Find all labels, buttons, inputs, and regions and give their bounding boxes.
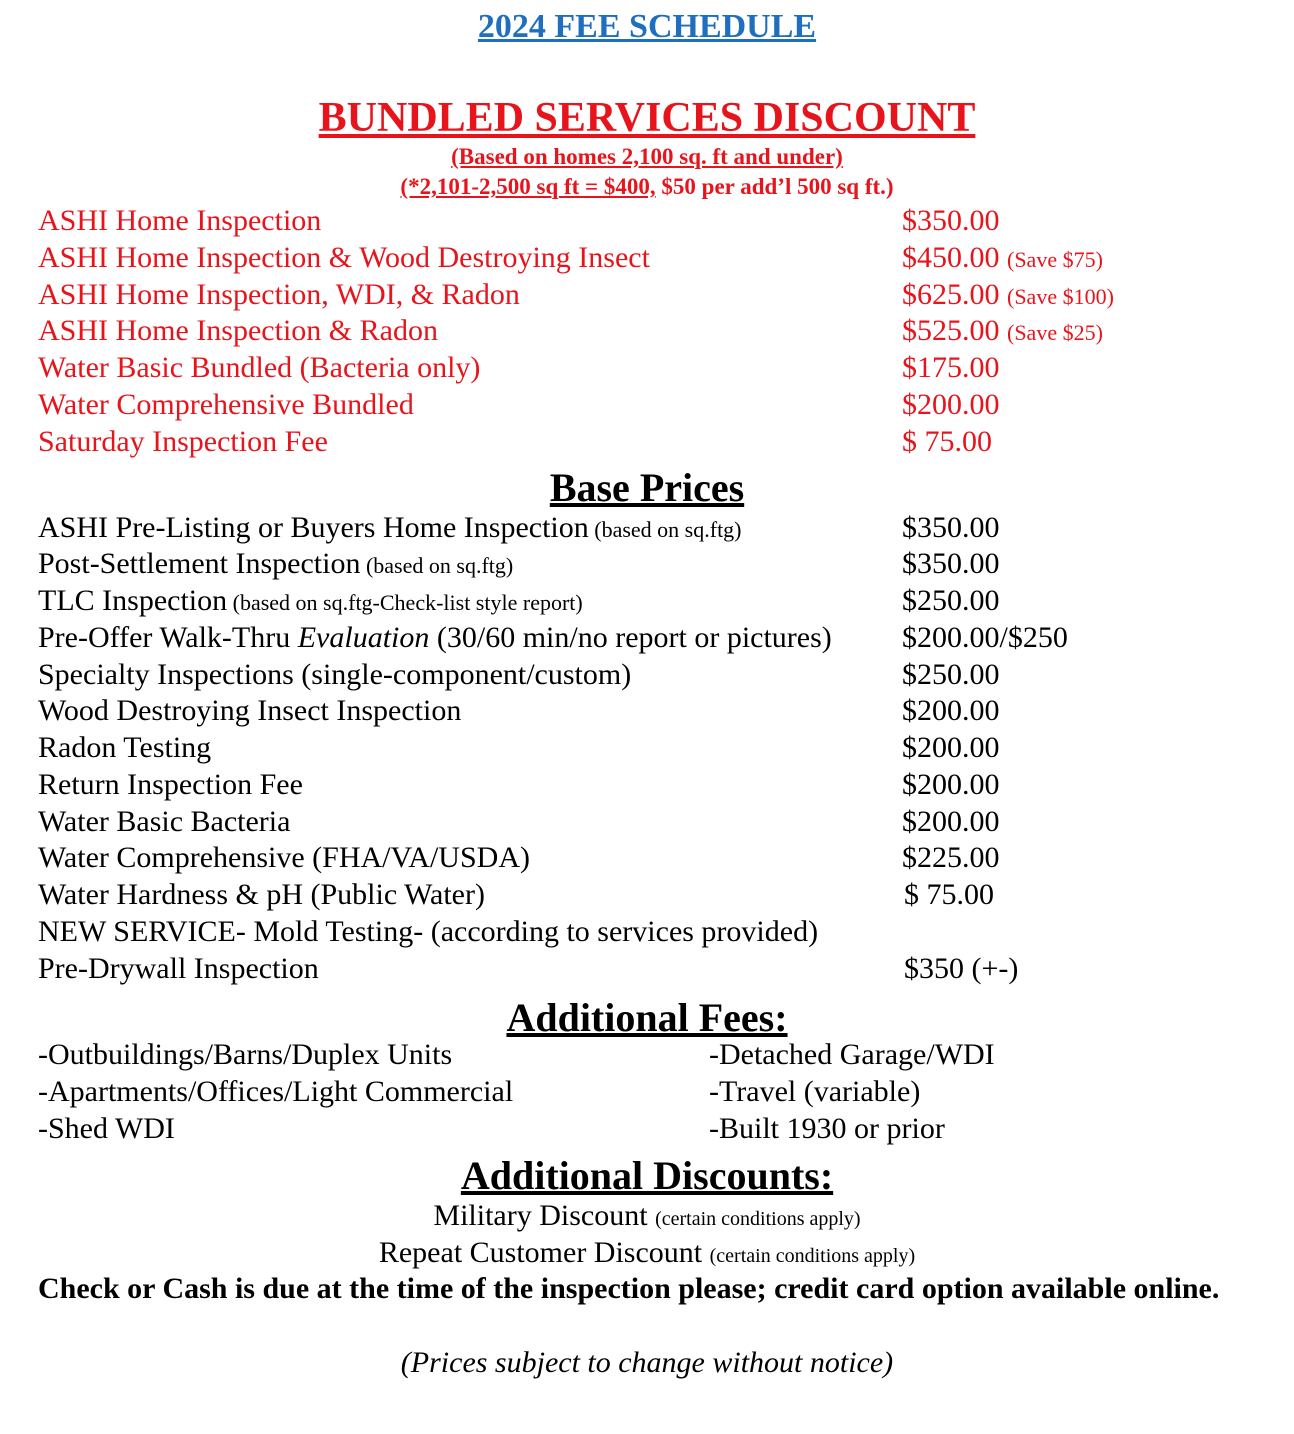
base-row-label: [38, 621, 832, 655]
additional-discounts-heading: Additional Discounts:: [460, 1153, 834, 1198]
bundled-row-label: ASHI Home Inspection & Wood Destroying Insect: [38, 241, 650, 274]
base-row-label: [38, 584, 583, 618]
bundled-row: [38, 388, 1278, 425]
surcharge-rest: $50 per add’l 500 sq ft.): [655, 174, 894, 199]
label-qualifier: (based on sq.ftg): [360, 553, 514, 578]
price-value: $525.00: [902, 314, 1000, 347]
base-row: [38, 841, 1278, 878]
bundled-row: [38, 425, 1278, 462]
base-row-price: $350.00: [902, 547, 1000, 580]
label-rest: (30/60 min/no report or pictures): [429, 621, 832, 654]
bundled-row-price: [902, 388, 1000, 422]
base-row: [38, 658, 1278, 695]
base-row-price: $225.00: [902, 841, 1000, 874]
bundled-row: [38, 241, 1278, 278]
savings-note: (Save $75): [1007, 247, 1103, 272]
payment-terms: Check or Cash is due at the time of the inspection please; credit card option available online.: [38, 1272, 1220, 1305]
base-row: [38, 805, 1278, 842]
base-row-label: Radon Testing: [38, 731, 212, 764]
base-row-label: Wood Destroying Insect Inspection: [38, 694, 462, 727]
bundled-row: [38, 204, 1278, 241]
base-row-price: $200.00: [902, 731, 1000, 764]
discount-conditions: (certain conditions apply): [709, 1245, 916, 1267]
bundled-row-price: [902, 241, 1103, 275]
bundled-size-note: (Based on homes 2,100 sq. ft and under): [451, 144, 843, 169]
discount-conditions: (certain conditions apply): [655, 1208, 861, 1230]
base-row-label: [38, 547, 513, 581]
discount-item: [0, 1236, 1294, 1270]
label-text: TLC Inspection: [38, 584, 228, 617]
fee-item: -Shed WDI: [38, 1112, 175, 1145]
bundled-row: [38, 278, 1278, 315]
base-row: [38, 768, 1278, 805]
base-row-price: $350.00: [902, 511, 1000, 544]
base-row: [38, 511, 1278, 548]
base-row: [38, 952, 1278, 989]
label-text: Pre-Offer Walk-Thru: [38, 621, 298, 654]
bundled-row-label: Water Comprehensive Bundled: [38, 388, 414, 421]
label-text: Post-Settlement Inspection: [38, 547, 361, 580]
bundled-row-price: [902, 425, 992, 459]
bundled-row: [38, 314, 1278, 351]
base-row-price: $200.00: [902, 694, 1000, 727]
fee-item: -Apartments/Offices/Light Commercial: [38, 1075, 514, 1108]
base-prices-heading: Base Prices: [549, 465, 745, 510]
fee-item: -Outbuildings/Barns/Duplex Units: [38, 1038, 453, 1071]
base-row-label: Specialty Inspections (single-component/custom): [38, 658, 632, 691]
base-row-price: $200.00: [902, 805, 1000, 838]
base-row: [38, 547, 1278, 584]
base-row: [38, 878, 1278, 915]
bundled-row-label: ASHI Home Inspection & Radon: [38, 314, 438, 347]
base-row-label: NEW SERVICE- Mold Testing- (according to services provided): [38, 915, 819, 948]
bundled-row-price: [902, 204, 1000, 238]
additional-fees-heading: Additional Fees:: [506, 995, 788, 1040]
discount-label: Repeat Customer Discount: [378, 1236, 703, 1269]
discount-label: Military Discount: [433, 1199, 648, 1232]
bundled-row: [38, 351, 1278, 388]
bundled-row-price: [902, 351, 1000, 385]
price-value: $ 75.00: [902, 425, 992, 458]
bundled-row-label: ASHI Home Inspection, WDI, & Radon: [38, 278, 520, 311]
base-row-price: $200.00: [902, 768, 1000, 801]
base-row-label: Water Hardness & pH (Public Water): [38, 878, 485, 911]
bundled-row-price: [902, 314, 1103, 348]
base-row-price: $200.00/$250: [902, 621, 1068, 654]
fee-item: -Built 1930 or prior: [709, 1112, 945, 1145]
base-row-price: $ 75.00: [904, 878, 994, 911]
surcharge-underlined: (*2,101-2,500 sq ft = $400,: [400, 174, 656, 199]
label-italic: Evaluation: [297, 621, 430, 654]
fee-item: -Detached Garage/WDI: [709, 1038, 995, 1071]
base-row-price: $250.00: [902, 658, 1000, 691]
price-value: $175.00: [902, 351, 1000, 384]
base-row-label: Water Comprehensive (FHA/VA/USDA): [38, 841, 530, 874]
price-value: $450.00: [902, 241, 1000, 274]
base-row: [38, 731, 1278, 768]
bundled-services-heading: BUNDLED SERVICES DISCOUNT: [318, 95, 976, 141]
base-row: [38, 915, 1278, 952]
base-row: [38, 621, 1278, 658]
fee-item: -Travel (variable): [709, 1075, 921, 1108]
bundled-row-label: Saturday Inspection Fee: [38, 425, 328, 458]
bundled-size-surcharge: [0, 174, 1294, 200]
savings-note: (Save $100): [1007, 284, 1114, 309]
label-qualifier: (based on sq.ftg): [588, 517, 742, 542]
bundled-row-label: Water Basic Bundled (Bacteria only): [38, 351, 481, 384]
savings-note: (Save $25): [1007, 320, 1103, 345]
page-title: 2024 FEE SCHEDULE: [477, 8, 817, 45]
label-qualifier: (based on sq.ftg-Check-list style report): [227, 590, 583, 615]
base-row-label: Water Basic Bacteria: [38, 805, 291, 838]
base-row-price: $250.00: [902, 584, 1000, 617]
base-row: [38, 694, 1278, 731]
bundled-row-label: ASHI Home Inspection: [38, 204, 322, 237]
price-value: $350.00: [902, 204, 1000, 237]
bundled-row-price: [902, 278, 1114, 312]
base-row-label: Return Inspection Fee: [38, 768, 303, 801]
label-text: ASHI Pre-Listing or Buyers Home Inspection: [38, 511, 589, 544]
price-change-notice: (Prices subject to change without notice): [400, 1346, 894, 1379]
price-value: $200.00: [902, 388, 1000, 421]
discount-item: [0, 1199, 1294, 1233]
base-row: [38, 584, 1278, 621]
price-value: $625.00: [902, 278, 1000, 311]
base-row-label: Pre-Drywall Inspection: [38, 952, 319, 985]
base-row-price: $350 (+-): [904, 952, 1019, 985]
base-row-label: [38, 511, 742, 545]
